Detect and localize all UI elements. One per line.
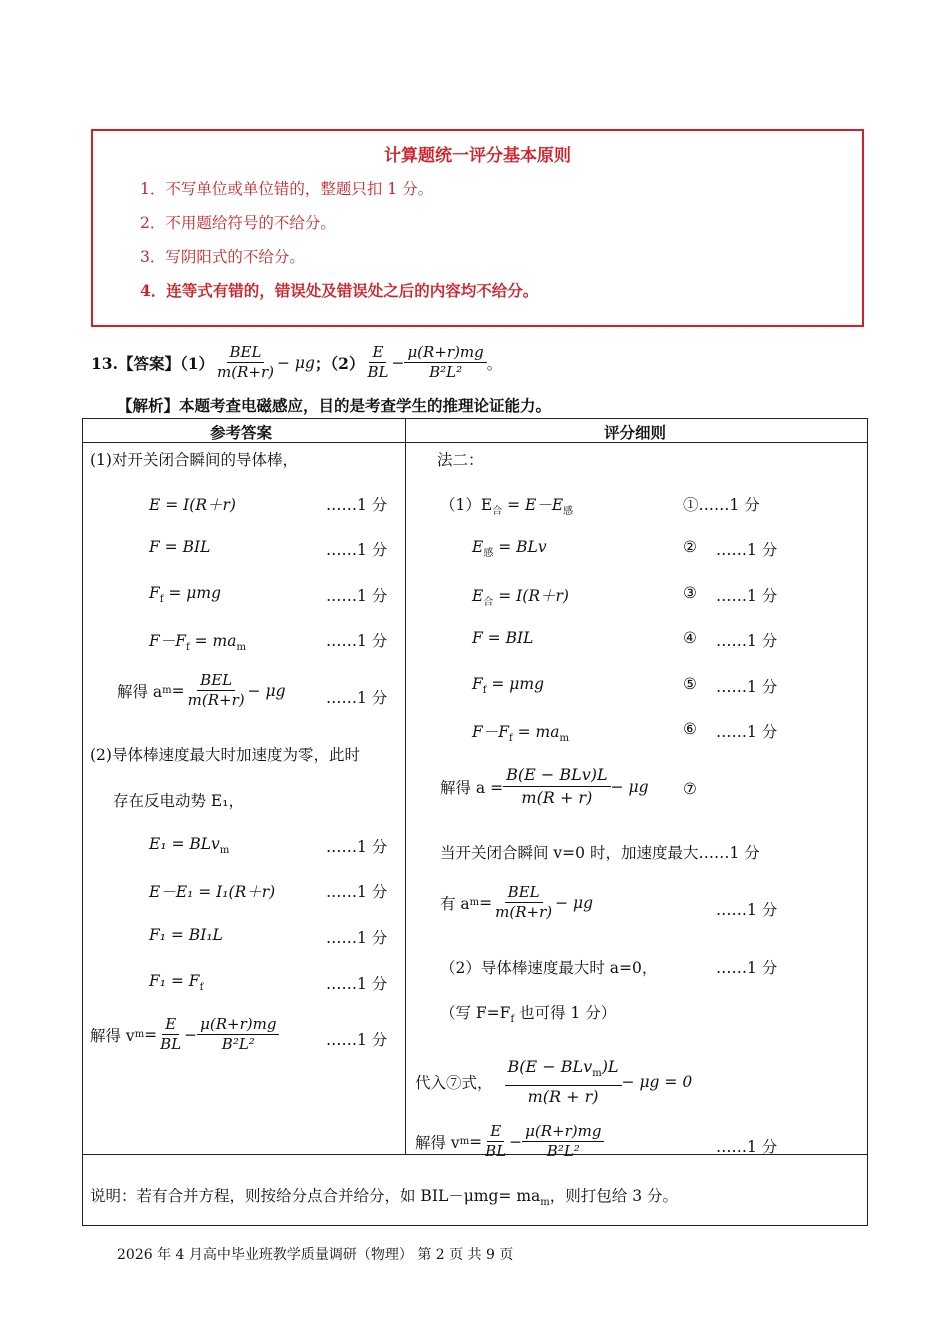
left-point: ……1 分 (326, 587, 388, 605)
minus: − (391, 353, 405, 372)
right-mark-4: ④ (683, 629, 697, 647)
right-point: ……1 分 (716, 587, 778, 605)
rule-item: 1．不写单位或单位错的，整题只扣 1 分。 (140, 180, 434, 198)
left-point: ……1 分 (326, 929, 388, 947)
rule-item: 3．写阴阳式的不给分。 (140, 248, 305, 266)
left-solve-1: 解得 a m = $\frac{\text{BEL}}{m(R+r)}$ − μg (117, 671, 286, 709)
answer-fraction-1: $\frac{\text{BEL}}{m(R+r)}$ (217, 343, 274, 381)
table-column-divider (405, 418, 406, 1154)
left-intro-3: 存在反电动势 E₁， (113, 792, 244, 810)
left-point: ……1 分 (326, 975, 388, 993)
left-eq-7: F₁ = BI₁L (149, 926, 223, 944)
right-eq-1: $(1)E_合 = E-E_感$ (440, 496, 574, 518)
right-point: ……1 分 (716, 678, 778, 696)
table-note: 说明：若有合并方程，则按给分点合并给分，如 $BIL-\mu mg= ma_m$，则打包给 3 分。 (90, 1187, 678, 1209)
right-substitute: 代入⑦式， $\frac{B(E - BLv_m)L}{m(R + r)}$ − μg = 0 (415, 1057, 693, 1107)
right-eq-3: $E_合 = I(R+r)$ (472, 587, 569, 609)
answer-separator: ；（2） (314, 353, 365, 373)
left-point: ……1 分 (326, 883, 388, 901)
right-mark-5: ⑤ (683, 675, 697, 693)
right-mark-6: ⑥ (683, 720, 697, 738)
left-intro-2: (2)导体棒速度最大时加速度为零，此时 (90, 746, 360, 764)
left-eq-2: F = BIL (149, 538, 211, 556)
answer-fraction-2: $\frac{E}{BL}$ (367, 343, 389, 381)
answer-fraction-3: $\frac{\mu(R+r)mg}{\text{B²L²}}$ (404, 344, 486, 381)
left-point: ……1 分 (326, 1031, 388, 1049)
right-eq-2: $E_感$ = BLv (472, 538, 547, 560)
left-point: ……1 分 (326, 496, 388, 514)
right-mark-1: ①……1 分 (683, 496, 760, 514)
left-eq-4: $F-F_f = ma_m$ (149, 632, 246, 654)
right-point: ……1 分 (716, 632, 778, 650)
table-header-divider (82, 442, 868, 443)
answer-line (91, 344, 502, 381)
right-point: ……1 分 (716, 901, 778, 919)
right-point: ……1 分 (716, 723, 778, 741)
left-eq-5: E₁ = BLv$_m$ (149, 835, 230, 857)
rule-item: 4．连等式有错的，错误处及错误处之后的内容均不给分。 (140, 281, 539, 300)
left-eq-8: $F_1 = F_f$ (149, 972, 204, 994)
period: 。 (486, 354, 503, 373)
right-point: ……1 分 (716, 541, 778, 559)
right-mark-2: ② (683, 538, 697, 556)
header-reference-answer: 参考答案 (210, 423, 273, 442)
right-part-2: （2）导体棒速度最大时 a=0， (440, 959, 658, 977)
right-solve-a: 解得 a = $\frac{\text{B(E − BLv)L}}{m(R + r)}$ − μg (440, 765, 649, 807)
left-point: ……1 分 (326, 689, 388, 707)
right-point: ……1 分 (716, 959, 778, 977)
left-point: ……1 分 (326, 838, 388, 856)
rules-title: 计算题统一评分基本原则 (384, 146, 571, 166)
page-footer: 2026 年 4 月高中毕业班教学质量调研（物理） 第 2 页 共 9 页 (117, 1247, 514, 1263)
answer-tail: − μg (276, 353, 315, 372)
answer-label: 13.【答案】（1） (91, 353, 215, 373)
left-eq-1: E = I(R＋r) (149, 496, 236, 514)
right-method: 法二： (437, 451, 484, 469)
left-solve-2: 解得 v m = $\frac{E}{BL}$ − $\frac{\mu(R+r)mg}{\text{B²L²}}$ (90, 1016, 279, 1053)
scoring-rules-box (91, 129, 864, 327)
left-point: ……1 分 (326, 541, 388, 559)
right-mark-7: ⑦ (683, 780, 697, 798)
right-eq-6: $F-F_f = ma_m$ (472, 723, 569, 745)
right-solve-v: 解得 v m = $\frac{E}{BL}$ − $\frac{\mu(R+r)mg}{\text{B²L²}}$ (415, 1123, 604, 1160)
right-note-1: 当开关闭合瞬间 v=0 时，加速度最大……1 分 (440, 844, 760, 862)
right-point: ……1 分 (716, 1138, 778, 1156)
right-eq-5: $F_f = \mu mg$ (472, 675, 545, 697)
right-eq-4: F = BIL (472, 629, 534, 647)
left-point: ……1 分 (326, 632, 388, 650)
left-intro-1: (1)对开关闭合瞬间的导体棒， (90, 451, 298, 469)
right-part-2-note: （写 $F=F_f$ 也可得 1 分） (440, 1004, 617, 1026)
analysis-line: 【解析】本题考查电磁感应，目的是考查学生的推理论证能力。 (117, 396, 552, 415)
header-scoring-details: 评分细则 (604, 423, 667, 442)
right-mark-3: ③ (683, 584, 697, 602)
left-eq-6: E－E₁ = I₁(R＋r) (149, 883, 276, 901)
right-have: 有 a m = $\frac{\text{BEL}}{m(R+r)}$ − μg (440, 883, 594, 921)
left-eq-3: $F_f = \mu mg$ (149, 584, 222, 606)
rule-item: 2．不用题给符号的不给分。 (140, 214, 336, 232)
